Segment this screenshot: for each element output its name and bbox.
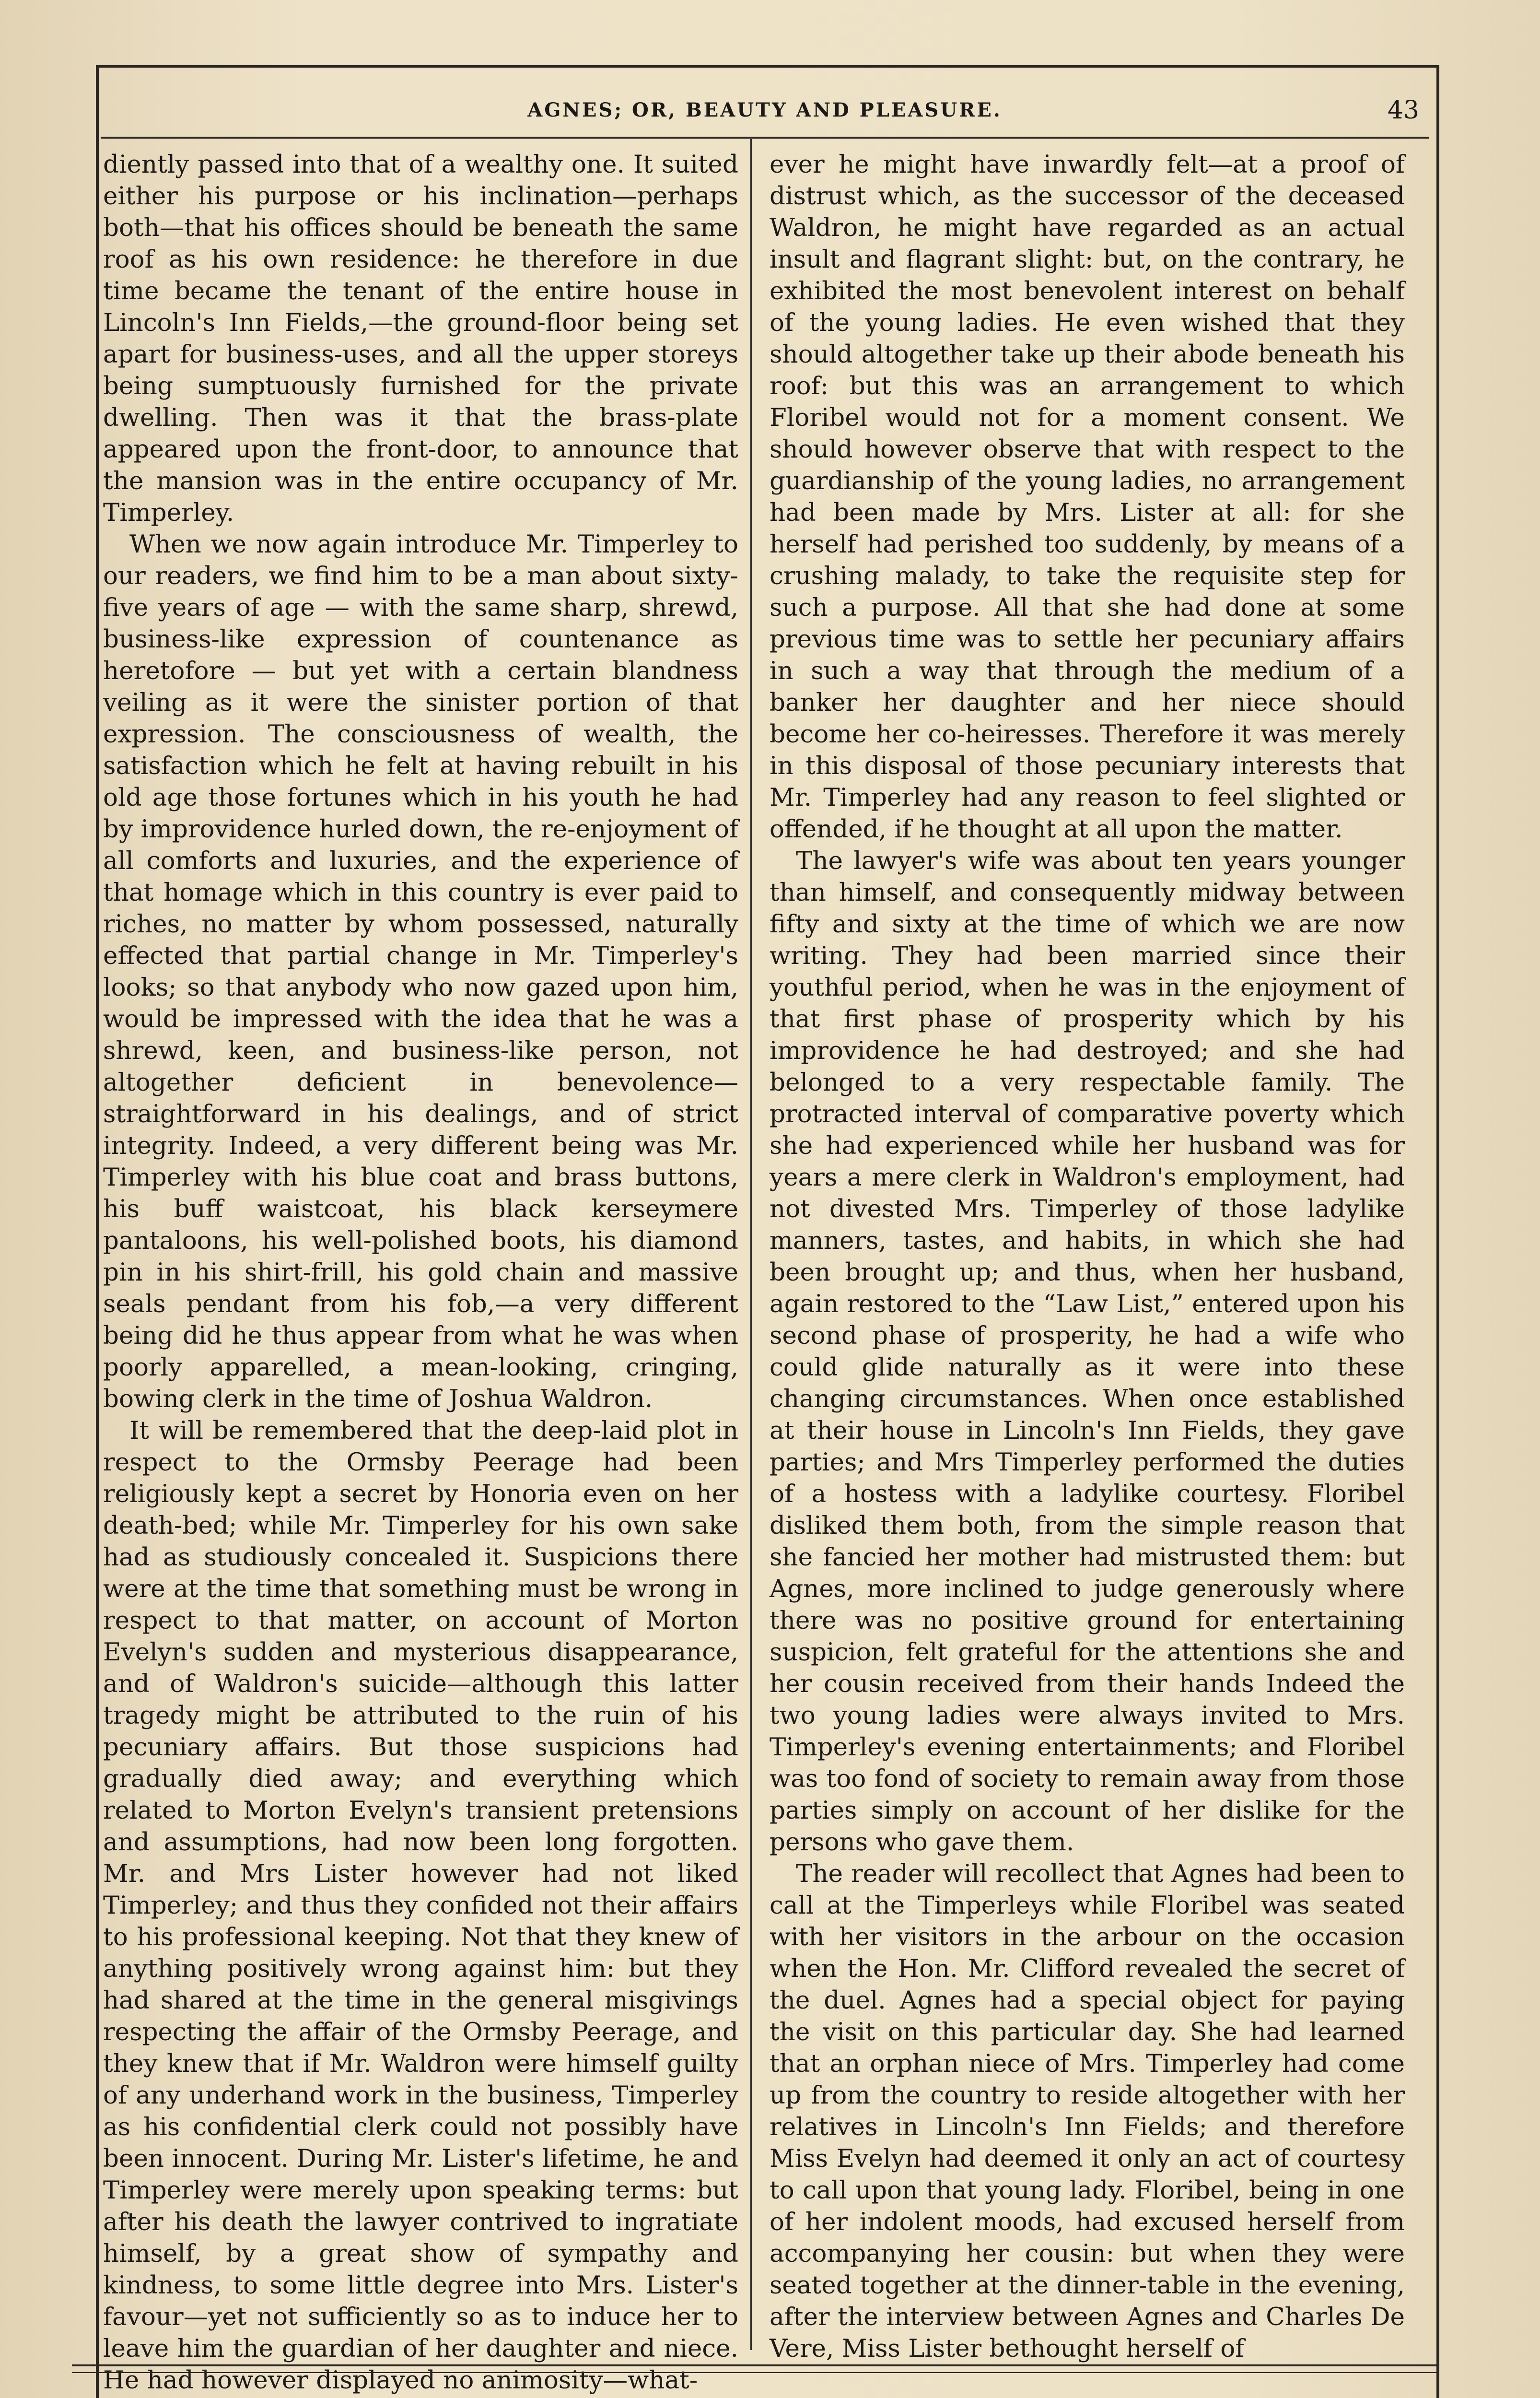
paragraph: diently passed into that of a wealthy one. It suited either his purpose or his inclination—perhaps both—that his offices should be beneath the same roof as his own residence: he therefore in due time became the tenant of the entire house in Lincoln's Inn Fields,—the ground-floor being set apart for business-uses, and all the upper storeys being sumptuously furnished for the private dwelling. Then was it that the brass-plate appeared upon the front-door, to announce that the mansion was in the entire occupancy of Mr. Timperley. [103, 150, 738, 527]
paragraph: The reader will recollect that Agnes had been to call at the Timperleys while Floribel was seated with her visitors in the arbour on the occasion when the Hon. Mr. Clifford revealed the secret of the duel. Agnes had a special object for paying the visit on this particular day. She had learned that an orphan niece of Mrs. Timperley had come up from the country to reside altogether with her relatives in Lincoln's Inn Fields; and therefore Miss Evelyn had deemed it only an act of courtesy to call upon that young lady. Floribel, being in one of her indolent moods, had excused herself from accompanying her cousin: but when they were seated together at the dinner-table in the evening, after the interview between Agnes and Charles De Vere, Miss Lister bethought herself of [770, 1859, 1405, 2363]
left-column [103, 149, 738, 2395]
column-divider [750, 139, 752, 2350]
paragraph: ever he might have inwardly felt—at a proof of distrust which, as the successor of the deceased Waldron, he might have regarded as an actual insult and flagrant slight: but, on the contrary, he exhibited the most benevolent interest on behalf of the young ladies. He even wished that they should altogether take up their abode beneath his roof: but this was an arrangement to which Floribel would not for a moment consent. We should however observe that with respect to the guardianship of the young ladies, no arrangement had been made by Mrs. Lister at all: for she herself had perished too suddenly, by means of a crushing malady, to take the requisite step for such a purpose. All that she had done at some previous time was to settle her pecuniary affairs in such a way that through the medium of a banker her daughter and her niece should become her co-heiresses. Therefore it was merely in this disposal of those pecuniary interests that Mr. Timperley had any reason to feel slighted or offended, if he thought at all upon the matter. [770, 150, 1405, 844]
page-header [101, 96, 1429, 129]
paragraph: It will be remembered that the deep-laid plot in respect to the Ormsby Peerage had been religiously kept a secret by Honoria even on her death-bed; while Mr. Timperley for his own sake had as studiously concealed it. Suspicions there were at the time that something must be wrong in respect to that matter, on account of Morton Evelyn's sudden and mysterious disappearance, and of Waldron's suicide—although this latter tragedy might be attributed to the ruin of his pecuniary affairs. But those suspicions had gradually died away; and everything which related to Morton Evelyn's transient pretensions and assumptions, had now been long forgotten. Mr. and Mrs Lister however had not liked Timperley; and thus they confided not their affairs to his professional keeping. Not that they knew of anything positively wrong against him: but they had shared at the time in the general misgivings respecting the affair of the Ormsby Peerage, and they knew that if Mr. Waldron were himself guilty of any underhand work in the business, Timperley as his confidential clerk could not possibly have been innocent. During Mr. Lister's lifetime, he and Timperley were merely upon speaking terms: but after his death the lawyer contrived to ingratiate himself, by a great show of sympathy and kindness, to some little degree into Mrs. Lister's favour—yet not sufficiently so as to induce her to leave him the guardian of her daughter and niece. He had however displayed no animosity—what- [103, 1416, 738, 2395]
paragraph: The lawyer's wife was about ten years younger than himself, and consequently midway between fifty and sixty at the time of which we are now writing. They had been married since their youthful period, when he was in the enjoyment of that first phase of prosperity which by his improvidence he had destroyed; and she had belonged to a very respectable family. The protracted interval of comparative poverty which she had experienced while her husband was for years a mere clerk in Waldron's employment, had not divested Mrs. Timperley of those ladylike manners, tastes, and habits, in which she had been brought up; and thus, when her husband, again restored to the “Law List,” entered upon his second phase of prosperity, he had a wife who could glide naturally as it were into these changing circumstances. When once established at their house in Lincoln's Inn Fields, they gave parties; and Mrs Timperley performed the duties of a hostess with a ladylike courtesy. Floribel disliked them both, from the simple reason that she fancied her mother had mistrusted them: but Agnes, more inclined to judge generously where there was no positive ground for entertaining suspicion, felt grateful for the attentions she and her cousin received from their hands Indeed the two young ladies were always invited to Mrs. Timperley's evening entertainments; and Floribel was too fond of society to remain away from those parties simply on account of her dislike for the persons who gave them. [770, 846, 1405, 1857]
running-title: AGNES; OR, BEAUTY AND PLEASURE. [527, 99, 1002, 121]
page-number: 43 [1387, 96, 1419, 125]
header-rule [101, 137, 1429, 139]
paragraph: When we now again introduce Mr. Timperley to our readers, we find him to be a man about sixty-five years of age — with the same sharp, shrewd, business-like expression of countenance as heretofore — but yet with a certain blandness veiling as it were the sinister portion of that expression. The consciousness of wealth, the satisfaction which he felt at having rebuilt in his old age those fortunes which in his youth he had by improvidence hurled down, the re-enjoyment of all comforts and luxuries, and the experience of that homage which in this country is ever paid to riches, no matter by whom possessed, naturally effected that partial change in Mr. Timperley's looks; so that anybody who now gazed upon him, would be impressed with the idea that he was a shrewd, keen, and business-like person, not altogether deficient in benevolence—straightforward in his dealings, and of strict integrity. Indeed, a very different being was Mr. Timperley with his blue coat and brass buttons, his buff waistcoat, his black kerseymere pantaloons, his well-polished boots, his diamond pin in his shirt-frill, his gold chain and massive seals pendant from his fob,—a very different being did he thus appear from what he was when poorly apparelled, a mean-looking, cringing, bowing clerk in the time of Joshua Waldron. [103, 530, 738, 1413]
right-column [770, 149, 1405, 2363]
bottom-rule [72, 2364, 1438, 2373]
